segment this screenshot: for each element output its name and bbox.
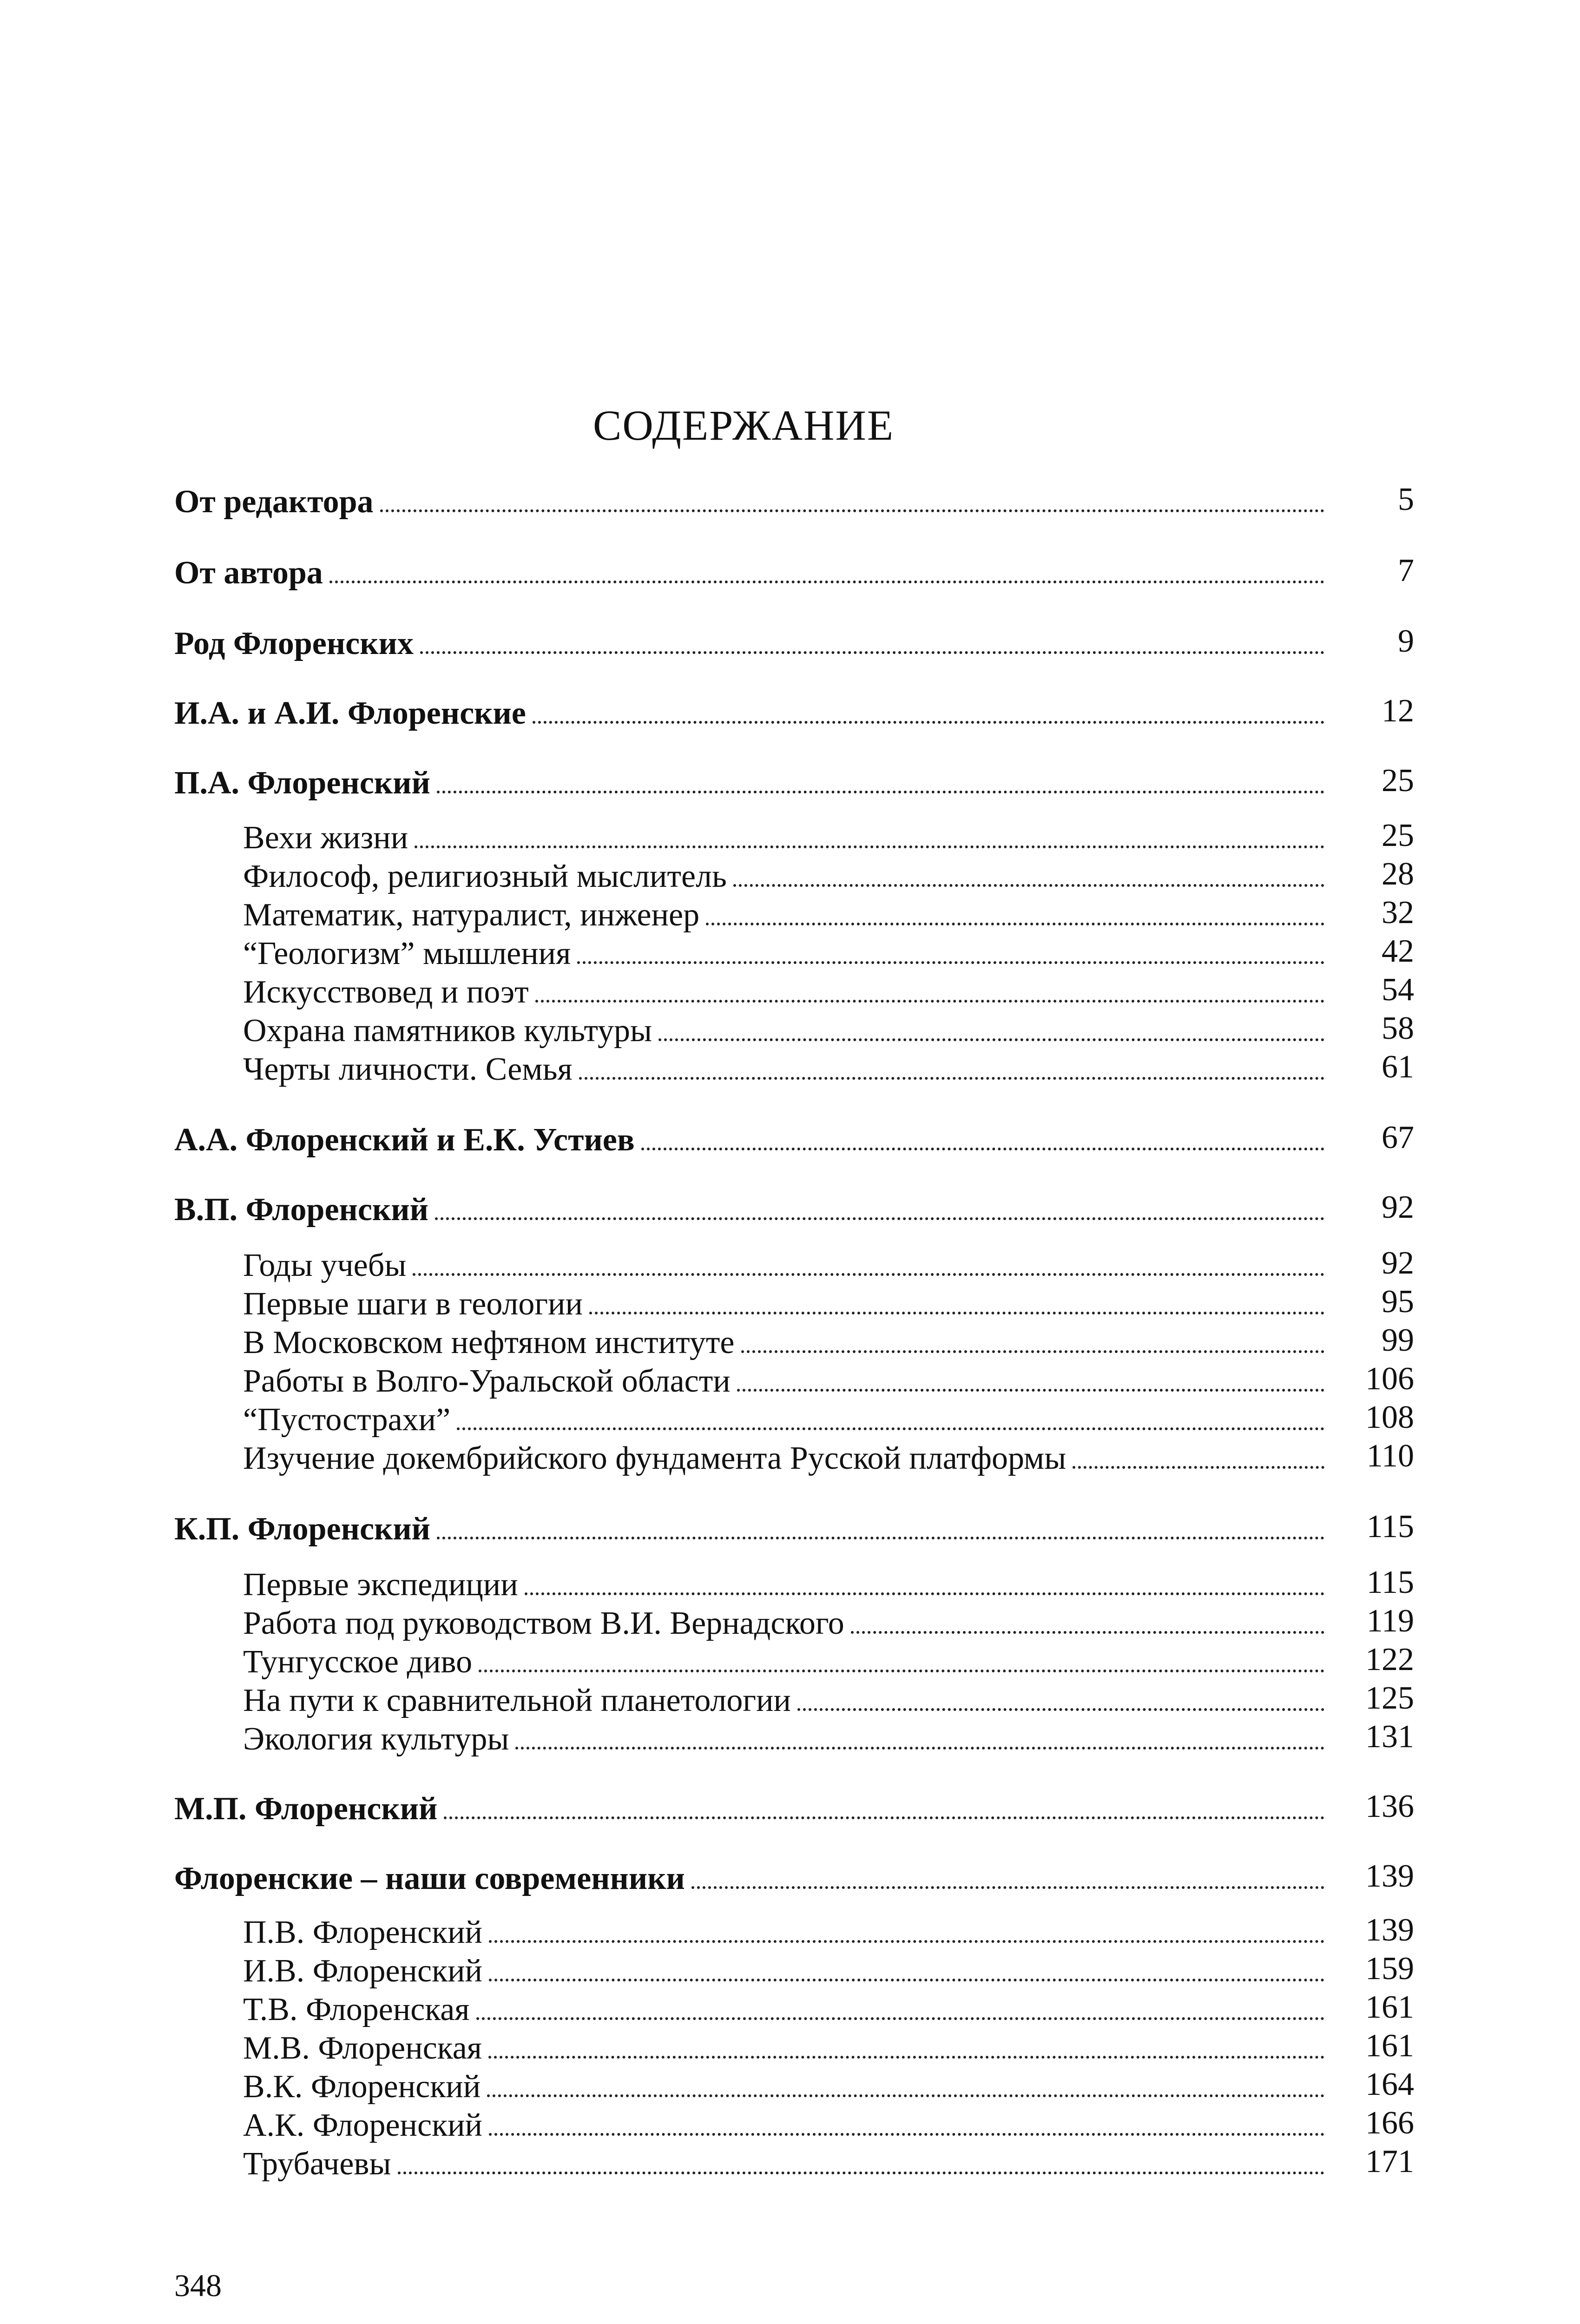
dot-leader bbox=[415, 845, 1324, 848]
toc-entry-page-number: 5 bbox=[1398, 482, 1414, 517]
toc-entry-title: Черты личности. Семья bbox=[243, 1051, 573, 1087]
toc-entry bbox=[174, 1860, 1324, 1902]
toc-entry-title: П.А. Флоренский bbox=[174, 765, 430, 801]
toc-entry-page-number: 9 bbox=[1398, 623, 1414, 659]
dot-leader bbox=[437, 791, 1324, 793]
toc-entry bbox=[243, 1247, 1324, 1289]
toc-entry-title: А.А. Флоренский и Е.К. Устиев bbox=[174, 1122, 635, 1158]
dot-leader bbox=[691, 1886, 1324, 1889]
toc-entry bbox=[243, 897, 1324, 938]
dot-leader bbox=[1073, 1466, 1324, 1469]
toc-entry-title: На пути к сравнительной планетологии bbox=[243, 1683, 791, 1718]
toc-entry bbox=[243, 1051, 1324, 1093]
toc-entry bbox=[243, 935, 1324, 977]
toc-entry bbox=[243, 1440, 1324, 1482]
toc-entry bbox=[243, 1324, 1324, 1366]
dot-leader bbox=[437, 1537, 1324, 1539]
toc-entry-title: В.К. Флоренский bbox=[243, 2069, 481, 2105]
dot-leader bbox=[420, 651, 1324, 654]
toc-entry bbox=[243, 1721, 1324, 1763]
toc-entry-page-number: 25 bbox=[1382, 818, 1414, 853]
toc-entry bbox=[174, 555, 1324, 596]
dot-leader bbox=[577, 961, 1324, 964]
toc-entry-page-number: 92 bbox=[1382, 1245, 1414, 1281]
toc-entry-page-number: 115 bbox=[1366, 1565, 1414, 1600]
toc-entry-title: Флоренские – наши современники bbox=[174, 1861, 685, 1896]
toc-entry-page-number: 108 bbox=[1365, 1400, 1414, 1435]
toc-entry-title: А.К. Флоренский bbox=[243, 2107, 483, 2143]
dot-leader bbox=[733, 884, 1324, 887]
toc-entry-page-number: 42 bbox=[1382, 933, 1414, 969]
dot-leader bbox=[444, 1816, 1324, 1819]
toc-entry-title: Род Флоренских bbox=[174, 626, 414, 661]
toc-entry-page-number: 28 bbox=[1382, 856, 1414, 892]
dot-leader bbox=[515, 1747, 1324, 1750]
toc-entry-title: Искусствовед и поэт bbox=[243, 974, 529, 1010]
toc-entry-title: П.В. Флоренский bbox=[243, 1915, 483, 1950]
toc-entry-title: Тунгусское диво bbox=[243, 1644, 473, 1680]
toc-entry bbox=[243, 1914, 1324, 1956]
toc-entry-page-number: 95 bbox=[1382, 1284, 1414, 1320]
dot-leader bbox=[797, 1708, 1324, 1711]
toc-entry-title: Первые экспедиции bbox=[243, 1567, 518, 1603]
dot-leader bbox=[380, 509, 1324, 512]
toc-entry bbox=[174, 483, 1324, 525]
toc-entry-page-number: 25 bbox=[1382, 763, 1414, 799]
toc-entry bbox=[243, 1953, 1324, 1994]
toc-entry bbox=[243, 1363, 1324, 1405]
toc-entry bbox=[174, 765, 1324, 806]
dot-leader bbox=[489, 2133, 1324, 2136]
toc-entry bbox=[174, 1191, 1324, 1233]
dot-leader bbox=[435, 1217, 1324, 1220]
toc-entry-page-number: 139 bbox=[1365, 1912, 1414, 1948]
toc-entry bbox=[174, 1511, 1324, 1552]
toc-entry-page-number: 106 bbox=[1365, 1361, 1414, 1397]
toc-entry bbox=[174, 625, 1324, 667]
toc-entry bbox=[174, 1122, 1324, 1163]
toc-entry-page-number: 164 bbox=[1365, 2067, 1414, 2102]
dot-leader bbox=[476, 2017, 1324, 2020]
toc-entry bbox=[243, 1991, 1324, 2033]
toc-entry bbox=[243, 1644, 1324, 1685]
dot-leader bbox=[579, 1077, 1324, 1080]
dot-leader bbox=[737, 1389, 1324, 1392]
dot-leader bbox=[706, 923, 1324, 925]
toc-entry-page-number: 115 bbox=[1366, 1509, 1414, 1545]
dot-leader bbox=[851, 1631, 1324, 1634]
toc-entry-page-number: 110 bbox=[1366, 1438, 1414, 1474]
toc-entry-title: Экология культуры bbox=[243, 1721, 509, 1757]
toc-entry-title: И.В. Флоренский bbox=[243, 1953, 483, 1989]
toc-entry-page-number: 139 bbox=[1365, 1858, 1414, 1894]
toc-entry-page-number: 166 bbox=[1365, 2105, 1414, 2141]
toc-entry-title: Первые шаги в геологии bbox=[243, 1286, 583, 1322]
toc-entry-title: “Пустострахи” bbox=[243, 1402, 451, 1438]
toc-entry-page-number: 125 bbox=[1365, 1680, 1414, 1716]
dot-leader bbox=[489, 1940, 1324, 1943]
toc-entry-title: Трубачевы bbox=[243, 2146, 391, 2182]
toc-entry-title: От автора bbox=[174, 555, 323, 591]
toc-entry-page-number: 119 bbox=[1366, 1603, 1414, 1639]
toc-entry-page-number: 159 bbox=[1365, 1951, 1414, 1987]
toc-entry bbox=[243, 1012, 1324, 1054]
toc-entry bbox=[243, 1682, 1324, 1724]
toc-entry-page-number: 99 bbox=[1382, 1322, 1414, 1358]
dot-leader bbox=[658, 1038, 1324, 1041]
toc-entry-title: Охрана памятников культуры bbox=[243, 1013, 652, 1049]
dot-leader bbox=[457, 1427, 1324, 1430]
dot-leader bbox=[479, 1670, 1324, 1672]
toc-entry-page-number: 161 bbox=[1365, 1989, 1414, 2025]
toc-entry-title: Т.В. Флоренская bbox=[243, 1992, 470, 2027]
toc-entry-page-number: 161 bbox=[1365, 2028, 1414, 2064]
toc-entry-page-number: 61 bbox=[1382, 1049, 1414, 1085]
page-title: СОДЕРЖАНИЕ bbox=[592, 401, 895, 449]
toc-entry-title: Философ, религиозный мыслитель bbox=[243, 858, 727, 894]
toc-entry-page-number: 67 bbox=[1382, 1120, 1414, 1155]
toc-entry bbox=[243, 1605, 1324, 1647]
toc-entry-page-number: 122 bbox=[1365, 1642, 1414, 1677]
dot-leader bbox=[741, 1350, 1325, 1353]
toc-entry bbox=[243, 858, 1324, 900]
toc-entry bbox=[243, 2068, 1324, 2110]
toc-entry-title: К.П. Флоренский bbox=[174, 1511, 431, 1547]
toc-entry-page-number: 32 bbox=[1382, 895, 1414, 931]
dot-leader bbox=[533, 721, 1324, 724]
dot-leader bbox=[413, 1273, 1324, 1276]
toc-entry bbox=[174, 1790, 1324, 1832]
toc-entry-title: Годы учебы bbox=[243, 1248, 407, 1283]
toc-entry-title: “Геологизм” мышления bbox=[243, 936, 571, 971]
toc-entry bbox=[243, 1566, 1324, 1608]
toc-entry bbox=[243, 1286, 1324, 1327]
toc-entry-title: Вехи жизни bbox=[243, 820, 408, 856]
toc-entry bbox=[174, 695, 1324, 737]
toc-entry bbox=[243, 2107, 1324, 2149]
toc-entry-page-number: 12 bbox=[1382, 693, 1414, 729]
toc-entry-title: М.В. Флоренская bbox=[243, 2030, 482, 2066]
toc-entry bbox=[243, 819, 1324, 861]
toc-entry-title: Работы в Волго-Уральской области bbox=[243, 1363, 731, 1399]
toc-entry-page-number: 7 bbox=[1398, 553, 1414, 588]
dot-leader bbox=[525, 1592, 1324, 1595]
dot-leader bbox=[589, 1312, 1324, 1314]
toc-entry bbox=[243, 2146, 1324, 2187]
toc-entry-title: Математик, натуралист, инженер bbox=[243, 897, 700, 933]
toc-entry-title: В.П. Флоренский bbox=[174, 1192, 428, 1228]
toc-entry-page-number: 136 bbox=[1365, 1789, 1414, 1824]
toc-entry-page-number: 171 bbox=[1365, 2144, 1414, 2179]
dot-leader bbox=[489, 1979, 1324, 1981]
toc-entry-title: И.А. и А.И. Флоренские bbox=[174, 695, 526, 731]
toc-entry-title: Работа под руководством В.И. Вернадского bbox=[243, 1605, 844, 1641]
page-number-folio: 348 bbox=[174, 2268, 222, 2303]
toc-entry-title: М.П. Флоренский bbox=[174, 1791, 438, 1827]
toc-entry-title: От редактора bbox=[174, 484, 374, 520]
dot-leader bbox=[487, 2094, 1324, 2097]
toc-entry bbox=[243, 974, 1324, 1016]
toc-entry-title: В Московском нефтяном институте bbox=[243, 1325, 735, 1360]
toc-entry-title: Изучение докембрийского фундамента Русской платформы bbox=[243, 1440, 1066, 1476]
dot-leader bbox=[535, 1000, 1324, 1003]
toc-entry-page-number: 92 bbox=[1382, 1189, 1414, 1225]
toc-entry-page-number: 54 bbox=[1382, 972, 1414, 1008]
toc-entry bbox=[243, 1401, 1324, 1443]
toc-entry-page-number: 58 bbox=[1382, 1010, 1414, 1046]
dot-leader bbox=[488, 2056, 1324, 2059]
dot-leader bbox=[398, 2172, 1325, 2174]
dot-leader bbox=[641, 1148, 1324, 1150]
dot-leader bbox=[329, 581, 1324, 583]
toc-entry-page-number: 131 bbox=[1365, 1719, 1414, 1755]
toc-entry bbox=[243, 2030, 1324, 2072]
